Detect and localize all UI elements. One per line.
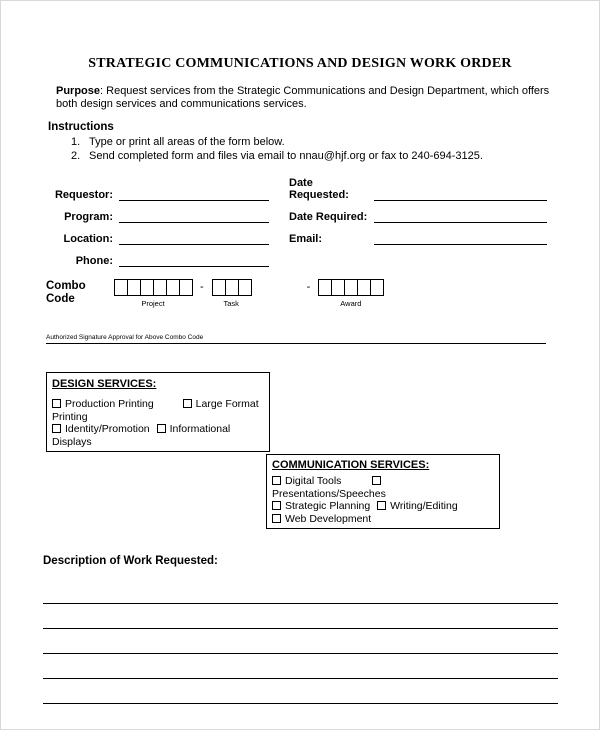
combo-code-box[interactable] (357, 279, 371, 296)
date-requested-label: Date Requested: (289, 176, 349, 202)
date-requested-input[interactable] (374, 186, 547, 201)
web-development-label: Web Development (285, 512, 372, 525)
location-input[interactable] (119, 230, 269, 245)
combo-code-label: Combo Code (46, 280, 86, 306)
large-format-label-wrap: Printing (52, 410, 88, 423)
combo-code-box[interactable] (140, 279, 154, 296)
instructions-heading: Instructions (48, 120, 114, 133)
instruction-text: Send completed form and files via email to nnau@hjf.org or fax to 240-694-3125. (89, 149, 483, 162)
combo-code-box[interactable] (331, 279, 345, 296)
description-line[interactable] (43, 579, 558, 604)
checkbox-writing-editing[interactable] (377, 501, 386, 510)
checkbox-strategic-planning[interactable] (272, 501, 281, 510)
informational-label: Informational (169, 423, 231, 436)
communication-services-row (272, 476, 494, 488)
checkbox-digital-tools[interactable] (272, 476, 281, 485)
communication-services-box (266, 454, 500, 529)
checkbox-production-printing[interactable] (52, 399, 61, 408)
requestor-label: Requestor: (54, 189, 113, 202)
signature-section (46, 334, 546, 344)
requestor-input[interactable] (119, 186, 269, 201)
date-required-label: Date Required: (289, 211, 368, 224)
large-format-label: Large Format (195, 397, 259, 410)
checkbox-large-format[interactable] (183, 399, 192, 408)
combo-code-box[interactable] (212, 279, 226, 296)
date-required-input[interactable] (374, 208, 547, 223)
communication-services-row (272, 514, 494, 526)
combo-code-section (46, 279, 599, 308)
instruction-text: Type or print all areas of the form below. (89, 135, 285, 148)
email-label: Email: (289, 233, 323, 246)
instruction-number: 1. (71, 135, 81, 148)
combo-boxes-project (114, 279, 192, 296)
combo-boxes-task (212, 279, 251, 296)
purpose-text (56, 85, 558, 112)
description-line[interactable] (43, 679, 558, 704)
combo-task-label: Task (223, 299, 239, 309)
design-services-row (52, 424, 264, 436)
email-input[interactable] (374, 230, 547, 245)
presentations-label: Presentations/Speeches (272, 487, 386, 500)
combo-group-award (318, 279, 383, 308)
program-label: Program: (64, 211, 113, 224)
combo-boxes-award (318, 279, 383, 296)
combo-code-box[interactable] (370, 279, 384, 296)
description-line[interactable] (43, 629, 558, 654)
purpose-label: Purpose (56, 85, 101, 97)
combo-code-box[interactable] (127, 279, 141, 296)
combo-group-project (114, 279, 192, 308)
checkbox-presentations[interactable] (372, 476, 381, 485)
informational-label-wrap: Displays (52, 435, 92, 448)
description-heading: Description of Work Requested: (43, 555, 218, 568)
combo-code-box[interactable] (179, 279, 193, 296)
combo-dash: - (306, 281, 311, 294)
communication-services-heading: COMMUNICATION SERVICES: (272, 459, 430, 472)
combo-code-box[interactable] (114, 279, 128, 296)
design-services-row (52, 399, 264, 411)
communication-services-row (272, 501, 494, 513)
production-printing-label: Production Printing (65, 397, 154, 410)
form-title: STRATEGIC COMMUNICATIONS AND DESIGN WORK ORDER (88, 56, 512, 71)
identity-promotion-label: Identity/Promotion (65, 423, 150, 436)
signature-caption: Authorized Signature Approval for Above Combo Code (46, 334, 204, 342)
checkbox-informational[interactable] (157, 424, 166, 433)
signature-line[interactable] (46, 342, 546, 344)
combo-code-box[interactable] (166, 279, 180, 296)
instruction-number: 2. (71, 149, 81, 162)
field-row (51, 252, 599, 267)
design-services-heading: DESIGN SERVICES: (52, 377, 157, 390)
program-input[interactable] (119, 208, 269, 223)
description-line[interactable] (43, 654, 558, 679)
checkbox-identity-promotion[interactable] (52, 424, 61, 433)
design-services-box (46, 372, 270, 452)
instruction-item (71, 135, 599, 149)
field-row (51, 230, 599, 245)
combo-code-boxes (114, 279, 383, 308)
combo-code-box[interactable] (344, 279, 358, 296)
purpose-body: : Request services from the Strategic Communications and Design Department, which offers both design services and communications services. (56, 85, 550, 111)
combo-project-label: Project (141, 299, 165, 309)
description-lines (43, 579, 558, 704)
contact-fields (51, 177, 599, 267)
writing-editing-label: Writing/Editing (390, 500, 458, 513)
combo-code-box[interactable] (153, 279, 167, 296)
combo-code-box[interactable] (225, 279, 239, 296)
instruction-item (71, 149, 599, 163)
field-row (51, 208, 599, 223)
phone-label: Phone: (75, 255, 113, 268)
combo-award-label: Award (340, 299, 362, 309)
field-row (51, 177, 599, 201)
combo-group-task (212, 279, 251, 308)
digital-tools-label: Digital Tools (285, 475, 342, 488)
combo-dash: - (200, 281, 204, 294)
combo-code-box[interactable] (238, 279, 252, 296)
checkbox-web-development[interactable] (272, 514, 281, 523)
phone-input[interactable] (119, 252, 269, 267)
combo-code-box[interactable] (318, 279, 332, 296)
strategic-planning-label: Strategic Planning (285, 500, 371, 513)
description-line[interactable] (43, 604, 558, 629)
location-label: Location: (63, 233, 113, 246)
